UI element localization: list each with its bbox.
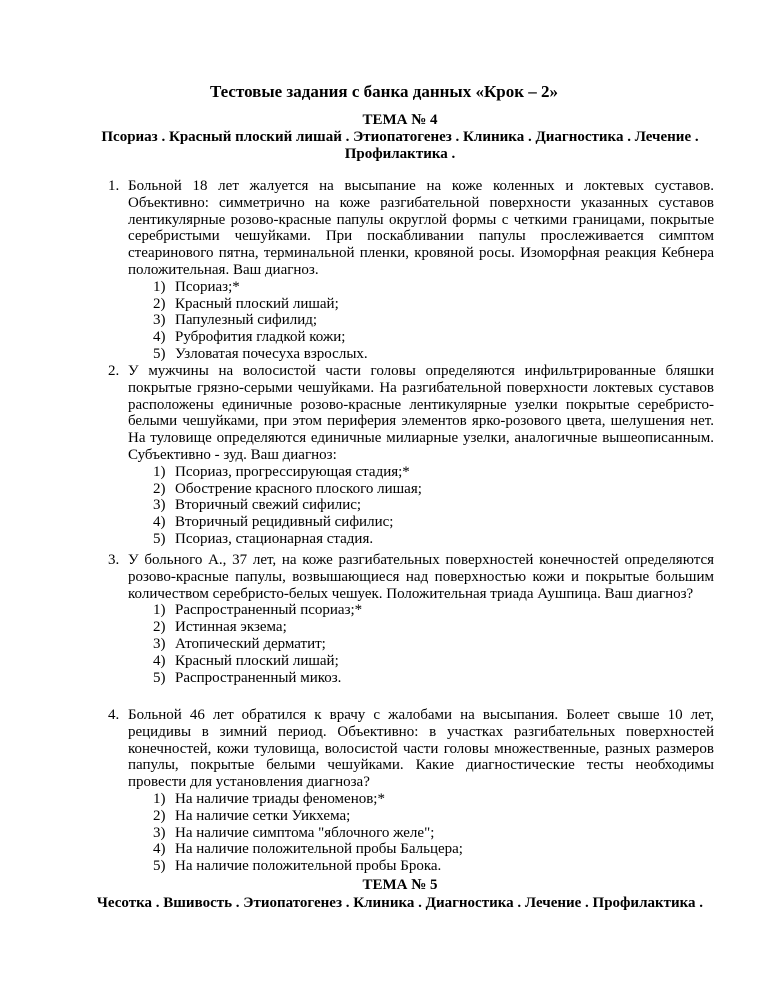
option-number: 1) (153, 602, 166, 619)
answer-options (108, 464, 714, 548)
option-text: Вторичный рецидивный сифилис; (175, 514, 394, 531)
answer-option (153, 464, 714, 481)
question-number: 2. (108, 363, 120, 379)
option-number: 4) (153, 514, 166, 531)
answer-option (153, 858, 714, 875)
answer-option (153, 481, 714, 498)
option-text: На наличие положительной пробы Бальцера; (175, 841, 463, 858)
option-text: Истинная экзема; (175, 619, 287, 636)
topic-4-heading: ТЕМА № 4 (362, 112, 438, 128)
option-number: 2) (153, 295, 166, 312)
option-number: 5) (153, 858, 166, 875)
option-text: Псориаз;* (175, 278, 240, 295)
option-text: На наличие положительной пробы Брока. (175, 858, 442, 875)
answer-option (153, 602, 714, 619)
answer-option (153, 791, 714, 808)
option-number: 1) (153, 790, 166, 807)
question-number: 1. (108, 178, 120, 194)
option-text: Узловатая почесуха взрослых. (175, 345, 368, 362)
option-text: Псориаз, стационарная стадия. (175, 530, 374, 547)
answer-option (153, 808, 714, 825)
option-number: 3) (153, 497, 166, 514)
question-1 (108, 178, 714, 363)
option-number: 5) (153, 530, 166, 547)
answer-options (108, 279, 714, 363)
question-stem (108, 178, 714, 279)
option-text: На наличие сетки Уикхема; (175, 807, 351, 824)
option-text: На наличие симптома "яблочного желе"; (175, 824, 435, 841)
question-text: Больной 46 лет обратился к врачу с жалобами на высыпания. Болеет свыше 10 лет, рецидивы в зимний период. Объективно: в участках разгибательных поверхностей конечностей, кожи туловища, волосистой части головы множественные, разных размеров папулы, покрытые белыми чешуйками. Какие диагностические тесты необходимы провести для установления диагноза? (128, 707, 714, 791)
question-stem (108, 363, 714, 464)
option-number: 5) (153, 345, 166, 362)
option-number: 1) (153, 463, 166, 480)
option-text: Распространенный псориаз;* (175, 602, 363, 619)
topic-5-heading: ТЕМА № 5 (362, 877, 438, 893)
option-number: 2) (153, 619, 166, 636)
option-text: Красный плоский лишай; (175, 652, 339, 669)
answer-option (153, 531, 714, 548)
question-number: 3. (108, 552, 120, 568)
option-text: Распространенный микоз. (175, 669, 342, 686)
question-3 (108, 552, 714, 686)
option-number: 1) (153, 278, 166, 295)
answer-option (153, 670, 714, 687)
question-text: У мужчины на волосистой части головы определяются инфильтрированные бляшки покрытые грязно-серыми чешуйками. На разгибательной поверхности локтевых суставов расположены единичные розово-красные лентикулярные узелки покрытые серебристо-белыми чешуйками, при этом периферия элементов ярко-розового цвета, шелушения нет. На туловище определяются единичные милиарные узелки, аналогичные вышеописанным. Субъективно - зуд. Ваш диагноз: (128, 363, 714, 463)
option-text: Атопический дерматит; (175, 635, 326, 652)
answer-option (153, 636, 714, 653)
answer-option (153, 825, 714, 842)
option-text: Красный плоский лишай; (175, 295, 339, 312)
option-number: 3) (153, 635, 166, 652)
option-number: 2) (153, 807, 166, 824)
answer-options (108, 602, 714, 686)
question-text: Больной 18 лет жалуется на высыпание на коже коленных и локтевых суставов. Объективно: симметрично на коже разгибательной поверхности указанных суставов лентикулярные розово-красные папулы округлой формы с четкими границами, покрытые серебристыми чешуйками. При поскабливании папулы прослеживается симптом стеаринового пятна, терминальной пленки, кровяной росы. Изоморфная реакция Кебнера положительная. Ваш диагноз. (128, 178, 714, 278)
option-number: 3) (153, 824, 166, 841)
question-2 (108, 363, 714, 548)
question-4 (108, 707, 714, 875)
answer-option (153, 279, 714, 296)
option-text: Обострение красного плоского лишая; (175, 480, 422, 497)
option-text: На наличие триады феноменов;* (175, 790, 385, 807)
answer-options (108, 791, 714, 875)
option-number: 4) (153, 652, 166, 669)
option-number: 3) (153, 312, 166, 329)
option-text: Вторичный свежий сифилис; (175, 497, 362, 514)
question-text: У больного А., 37 лет, на коже разгибательных поверхностей конечностей определяются розово-красные папулы, возвышающиеся над поверхностью кожи и покрытые большим количеством серебристо-белых чешуек. Положительная триада Аушпица. Ваш диагноз? (128, 552, 714, 602)
answer-option (153, 841, 714, 858)
question-stem (108, 707, 714, 791)
answer-option (153, 619, 714, 636)
answer-option (153, 514, 714, 531)
answer-option (153, 346, 714, 363)
document-title: Тестовые задания с банка данных «Крок – 2» (209, 82, 559, 101)
option-number: 2) (153, 480, 166, 497)
option-number: 5) (153, 669, 166, 686)
option-text: Папулезный сифилид; (175, 312, 318, 329)
question-stem (108, 552, 714, 602)
topic-4-subtitle: Псориаз . Красный плоский лишай . Этиопатогенез . Клиника . Диагностика . Лечение . Профилактика . (101, 129, 699, 162)
option-text: Псориаз, прогрессирующая стадия;* (175, 463, 410, 480)
answer-option (153, 329, 714, 346)
answer-option (153, 653, 714, 670)
option-number: 4) (153, 329, 166, 346)
option-text: Руброфития гладкой кожи; (175, 329, 346, 346)
option-number: 4) (153, 841, 166, 858)
question-number: 4. (108, 707, 120, 723)
answer-option (153, 296, 714, 313)
topic-5-subtitle: Чесотка . Вшивость . Этиопатогенез . Клиника . Диагностика . Лечение . Профилактика . (96, 895, 704, 911)
answer-option (153, 497, 714, 514)
answer-option (153, 312, 714, 329)
